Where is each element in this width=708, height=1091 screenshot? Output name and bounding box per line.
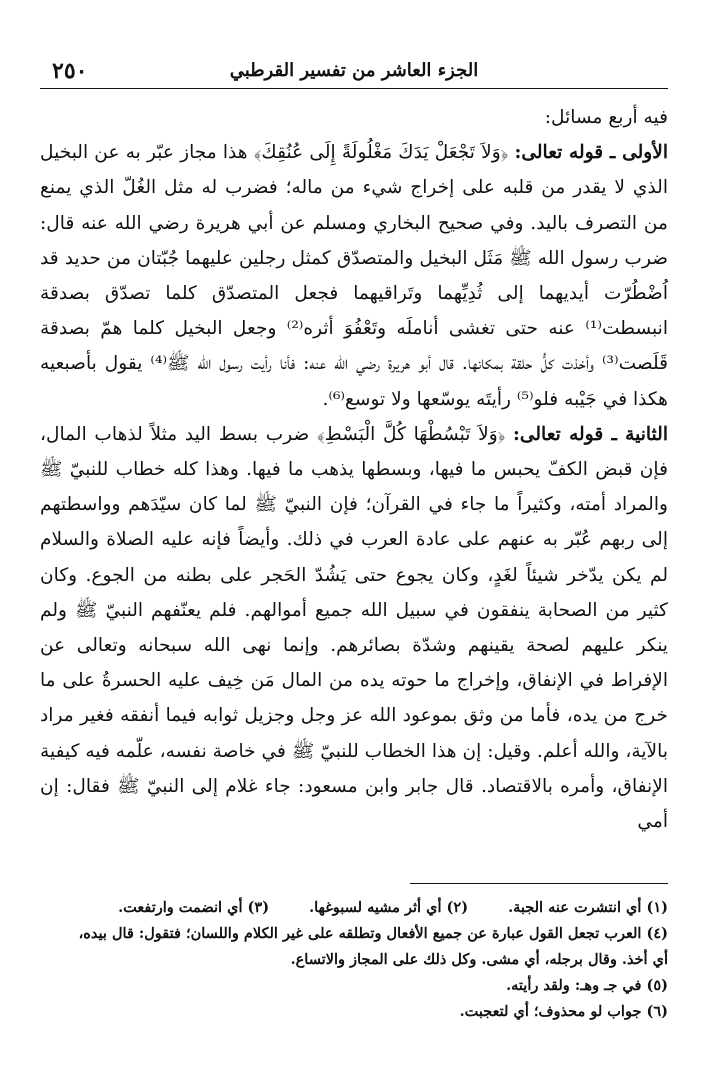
footnote-5: (٥) في جـ وهـ: ولقد رأيته. (506, 977, 668, 994)
first-issue-text: ﴿وَلاَ تَجْعَلْ يَدَكَ مَغْلُولَةً إِلَى عُنُقِكَ﴾ هذا مجاز عبّر به عن البخيل الذي لا يقدر من قلبه على إخراج شيء من ماله؛ فضرب له مثل الغُلّ الذي يمنع من التصرف باليد. وفي صحيح البخاري ومسلم عن أبي هريرة رضي الله عنه قال: ضرب رسول الله ﷺ مَثَل البخيل والمتصدّق كمثل رجلين عليهما جُبّتان من حديد قد اُضْطُرّت أيديهما إلى ثُدِيِّهما وتَراقيهما فجعل المتصدّق كلما تصدّق بصدقة انبسطت⁽¹⁾ عنه حتى تغشى أناملَه وتَعْفُوَ أثره⁽²⁾ وجعل البخيل كلما همّ بصدقة قَلَصت⁽³⁾ وأخذت كلُّ حلقة بمكانها. قال أبو هريرة رضي الله عنه: فأنا رأيت رسول الله ﷺ⁽⁴⁾ يقول بأصبعيه هكذا في جَيْبه فلو⁽⁵⁾ رأيتَه يوسّعها ولا توسع⁽⁶⁾. (40, 142, 668, 410)
footnote-row (40, 895, 668, 921)
page-header (40, 58, 668, 89)
footnote-4-line-2: أي أخذ. وقال برجله، أي مشى. وكل ذلك على المجاز والاتساع. (290, 951, 668, 968)
page-number: ٢٥٠ (52, 58, 88, 84)
footnote-1: (١) أي انتشرت عنه الجبة. (508, 899, 668, 916)
footnote-4-line-1: (٤) العرب تجعل القول عبارة عن جميع الأفعال وتطلقه على غير الكلام واللسان؛ فتقول: قال بيده، (78, 925, 668, 942)
first-issue-heading: الأولى ـ قوله تعالى: (514, 142, 668, 164)
paragraph-second-issue (40, 417, 668, 839)
footnote-divider (410, 883, 668, 884)
footnote-6: (٦) جواب لو محذوف؛ أي لتعجبت. (459, 1003, 668, 1020)
paragraph-first-issue (40, 135, 668, 417)
intro-line: فيه أربع مسائل: (544, 107, 668, 128)
footnotes (40, 895, 668, 1025)
main-text (40, 100, 668, 839)
second-issue-text: ﴿وَلاَ تَبْسُطْهَا كُلَّ الْبَسْطِ﴾ ضرب بسط اليد مثلاً لذهاب المال، فإن قبض الكفّ يحبس ما فيها، وبسطها يذهب ما فيها. وهذا كله خطاب للنبيّ ﷺ والمراد أمته، وكثيراً ما جاء في القرآن؛ فإن النبيّ ﷺ لما كان سيّدَهم وواسطتهم إلى ربهم عُبّر به عنهم على عادة العرب في ذلك. وأيضاً فإنه عليه الصلاة والسلام لم يكن يدّخر شيئاً لغَدٍ، وكان يجوع حتى يَشُدّ الحَجر على بطنه من الجوع. وكان كثير من الصحابة ينفقون في سبيل الله جميع أموالهم. فلم يعنّفهم النبيّ ﷺ ولم ينكر عليهم لصحة يقينهم وشدّة بصائرهم. وإنما نهى الله سبحانه وتعالى عن الإفراط في الإنفاق، وإخراج ما حوته يده من المال مَن خِيف عليه الحسرةُ على ما خرج من يده، فأما من وثق بموعود الله عز وجل وجزيل ثوابه فيما أنفقه فغير مراد بالآية، والله أعلم. وقيل: إن هذا الخطاب للنبيّ ﷺ في خاصة نفسه، علّمه فيه كيفية الإنفاق، وأمره بالاقتصاد. قال جابر وابن مسعود: جاء غلام إلى النبيّ ﷺ فقال: إن أمي (40, 423, 668, 833)
running-title: الجزء العاشر من تفسير القرطبي (229, 60, 479, 81)
second-issue-heading: الثانية ـ قوله تعالى: (513, 423, 668, 445)
footnote-3: (٣) أي انضمت وارتفعت. (118, 899, 270, 916)
footnote-2: (٢) أي أثر مشيه لسبوغها. (309, 899, 469, 916)
